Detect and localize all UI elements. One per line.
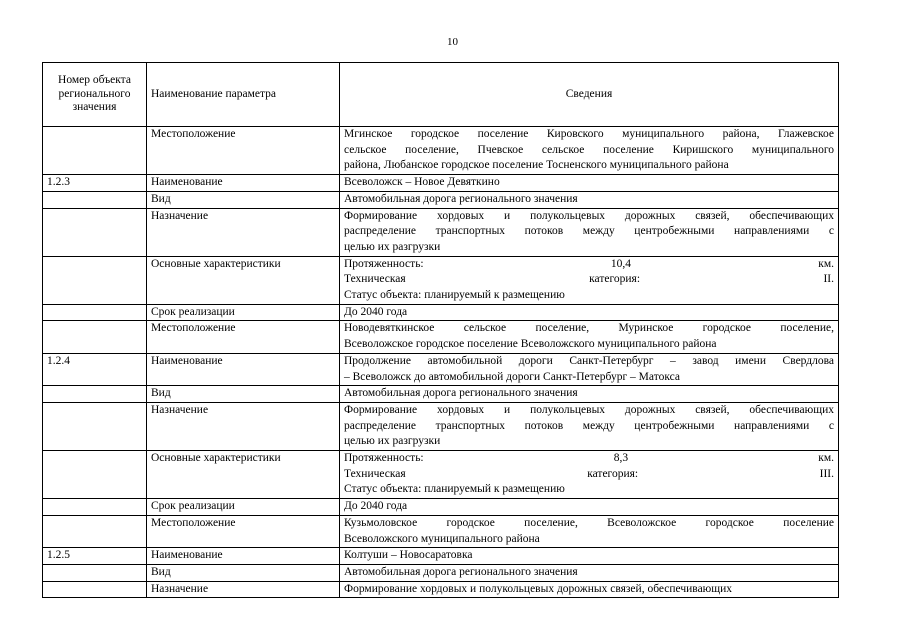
table-row <box>43 499 839 516</box>
information-line: Статус объекта: планируемый к размещению <box>344 483 565 496</box>
object-number-cell <box>43 256 147 304</box>
table-header-row <box>43 63 839 127</box>
information-cell <box>340 402 839 450</box>
information-line: Кузьмоловское городское поселение, Всеволожское городское поселение <box>344 516 834 529</box>
information-line: распределение транспортных потоков между центробежными направлениями с <box>344 225 834 238</box>
object-number-cell <box>43 321 147 353</box>
object-number-cell: 1.2.3 <box>43 175 147 192</box>
information-line: Формирование хордовых и полукольцевых дорожных связей, обеспечивающих <box>344 403 834 416</box>
information-cell <box>340 353 839 385</box>
table-row <box>43 515 839 547</box>
object-number-cell <box>43 191 147 208</box>
parameter-name-cell: Назначение <box>147 581 340 598</box>
information-cell <box>340 191 839 208</box>
information-line: Новодевяткинское сельское поселение, Муринское городское поселение, <box>344 322 834 335</box>
parameter-name-cell: Наименование <box>147 175 340 192</box>
parameter-name-cell: Основные характеристики <box>147 451 340 499</box>
table-row <box>43 402 839 450</box>
header-parameter-name: Наименование параметра <box>147 63 340 127</box>
object-number-cell <box>43 386 147 403</box>
header-information: Сведения <box>340 63 839 127</box>
information-line: сельское поселение, Пчевское сельское поселение Киришского муниципального <box>344 143 834 156</box>
information-cell <box>340 515 839 547</box>
parameter-name-cell: Основные характеристики <box>147 256 340 304</box>
information-line: Статус объекта: планируемый к размещению <box>344 289 565 302</box>
table-row <box>43 548 839 565</box>
parameter-name-cell: Назначение <box>147 208 340 256</box>
parameter-name-cell: Местоположение <box>147 127 340 175</box>
information-cell <box>340 581 839 598</box>
parameter-name-cell: Назначение <box>147 402 340 450</box>
object-number-cell <box>43 515 147 547</box>
object-number-cell: 1.2.5 <box>43 548 147 565</box>
information-line: целью их разгрузки <box>344 240 441 253</box>
information-cell <box>340 321 839 353</box>
object-number-cell <box>43 208 147 256</box>
information-line: Автомобильная дорога регионального значения <box>344 192 578 205</box>
object-number-cell <box>43 402 147 450</box>
information-cell <box>340 548 839 565</box>
table-row <box>43 386 839 403</box>
information-cell <box>340 499 839 516</box>
information-line: распределение транспортных потоков между центробежными направлениями с <box>344 419 834 432</box>
information-line: – Всеволожск до автомобильной дороги Санкт-Петербург – Матокса <box>344 370 680 383</box>
table-row <box>43 304 839 321</box>
object-number-cell: 1.2.4 <box>43 353 147 385</box>
table-body <box>43 127 839 598</box>
information-cell <box>340 175 839 192</box>
object-number-cell <box>43 564 147 581</box>
header-object-number: Номер объекта регионального значения <box>43 63 147 127</box>
information-line: Всеволожск – Новое Девяткино <box>344 176 500 189</box>
information-line: Автомобильная дорога регионального значения <box>344 565 578 578</box>
information-line: целью их разгрузки <box>344 435 441 448</box>
object-number-cell <box>43 127 147 175</box>
parameter-name-cell: Вид <box>147 564 340 581</box>
information-line: Протяженность: 8,3 км. <box>344 452 834 465</box>
information-cell <box>340 208 839 256</box>
object-number-cell <box>43 581 147 598</box>
parameter-name-cell: Местоположение <box>147 321 340 353</box>
information-line: Всеволожское городское поселение Всеволожского муниципального района <box>344 338 717 351</box>
information-line: Продолжение автомобильной дороги Санкт-Петербург – завод имени Свердлова <box>344 354 834 367</box>
table-row <box>43 451 839 499</box>
information-line: Формирование хордовых и полукольцевых дорожных связей, обеспечивающих <box>344 582 733 595</box>
information-cell <box>340 304 839 321</box>
information-line: Автомобильная дорога регионального значения <box>344 387 578 400</box>
information-line: До 2040 года <box>344 305 408 318</box>
information-line: Техническая категория: II. <box>344 273 834 286</box>
information-line: Техническая категория: III. <box>344 467 834 480</box>
information-line: Всеволожского муниципального района <box>344 532 540 545</box>
information-line: района, Любанское городское поселение Тосненского муниципального района <box>344 159 729 172</box>
table-row <box>43 127 839 175</box>
table-row <box>43 208 839 256</box>
information-line: До 2040 года <box>344 500 408 513</box>
table-row <box>43 581 839 598</box>
information-cell <box>340 256 839 304</box>
information-line: Протяженность: 10,4 км. <box>344 257 834 270</box>
information-cell <box>340 564 839 581</box>
information-line: Формирование хордовых и полукольцевых дорожных связей, обеспечивающих <box>344 209 834 222</box>
page-number: 10 <box>447 36 458 48</box>
information-cell <box>340 451 839 499</box>
information-cell <box>340 386 839 403</box>
table-row <box>43 191 839 208</box>
table-row <box>43 564 839 581</box>
parameter-name-cell: Местоположение <box>147 515 340 547</box>
table-row <box>43 353 839 385</box>
table-row <box>43 175 839 192</box>
object-number-cell <box>43 451 147 499</box>
table-row <box>43 321 839 353</box>
parameter-name-cell: Срок реализации <box>147 499 340 516</box>
parameters-table <box>42 62 839 598</box>
object-number-cell <box>43 499 147 516</box>
information-cell <box>340 127 839 175</box>
object-number-cell <box>43 304 147 321</box>
information-line: Колтуши – Новосаратовка <box>344 549 473 562</box>
parameter-name-cell: Срок реализации <box>147 304 340 321</box>
parameter-name-cell: Вид <box>147 386 340 403</box>
parameter-name-cell: Наименование <box>147 353 340 385</box>
table-row <box>43 256 839 304</box>
information-line: Мгинское городское поселение Кировского муниципального района, Глажевское <box>344 128 834 140</box>
parameter-name-cell: Наименование <box>147 548 340 565</box>
parameter-name-cell: Вид <box>147 191 340 208</box>
